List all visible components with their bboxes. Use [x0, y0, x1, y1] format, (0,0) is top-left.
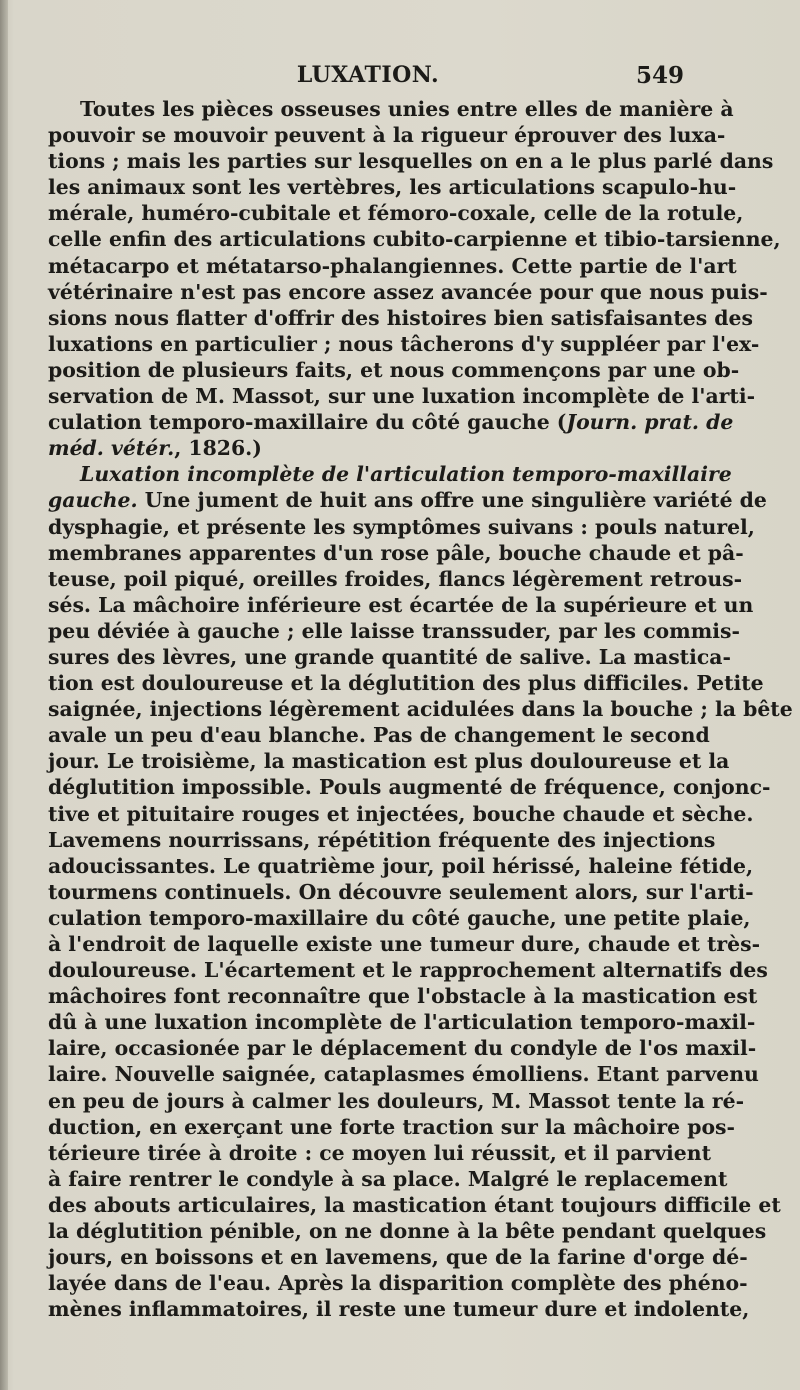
- text-line: tive et pituitaire rouges et injectées, bouche chaude et sèche.: [48, 801, 754, 826]
- text-line: vétérinaire n'est pas encore assez avancée pour que nous puis-: [48, 279, 768, 304]
- text-line: mènes inflammatoires, il reste une tumeur dure et indolente,: [48, 1297, 750, 1322]
- text-line: celle enfin des articulations cubito-carpienne et tibio-tarsienne,: [48, 227, 781, 252]
- text-line-citation: [48, 409, 734, 435]
- text-line: teuse, poil piqué, oreilles froides, flancs légèrement retrous-: [48, 566, 743, 591]
- text-line: térieure tirée à droite : ce moyen lui réussit, et il parvient: [48, 1140, 712, 1165]
- page-number: 549: [635, 62, 684, 89]
- text-line: dû à une luxation incomplète de l'articulation temporo-maxil-: [48, 1010, 756, 1035]
- text-run: , 1826.): [174, 436, 262, 461]
- text-line: laire. Nouvelle saignée, cataplasmes émolliens. Etant parvenu: [48, 1062, 759, 1087]
- page-spine-shadow: [0, 0, 8, 1390]
- text-line-citation-end: [48, 435, 700, 461]
- text-line: layée dans de l'eau. Après la disparition complète des phéno-: [48, 1271, 748, 1296]
- text-line: luxations en particulier ; nous tâcherons d'y suppléer par l'ex-: [48, 331, 760, 356]
- text-line: membranes apparentes d'un rose pâle, bouche chaude et pâ-: [48, 540, 744, 565]
- text-line: peu déviée à gauche ; elle laisse transsuder, par les commis-: [48, 618, 740, 643]
- text-line: jour. Le troisième, la mastication est plus douloureuse et la: [48, 749, 730, 774]
- text-line: servation de M. Massot, sur une luxation incomplète de l'arti-: [48, 384, 756, 409]
- text-line: [48, 487, 767, 513]
- text-line: culation temporo-maxillaire du côté gauche, une petite plaie,: [48, 905, 751, 930]
- running-title: LUXATION.: [296, 62, 440, 88]
- text-line: en peu de jours à calmer les douleurs, M. Massot tente la ré-: [48, 1088, 745, 1113]
- section-heading: Luxation incomplète de l'articulation temporo-maxillaire: [80, 462, 732, 487]
- page-header: [48, 62, 688, 92]
- text-line: tion est douloureuse et la déglutition des plus difficiles. Petite: [48, 671, 764, 696]
- section-heading-line: [48, 461, 732, 487]
- text-line: sions nous flatter d'offrir des histoires bien satisfaisantes des: [48, 305, 754, 330]
- text-line: tourmens continuels. On découvre seulement alors, sur l'arti-: [48, 879, 754, 904]
- text-line: déglutition impossible. Pouls augmenté de fréquence, conjonc-: [48, 775, 771, 800]
- body-text: [48, 96, 793, 1322]
- text-line: dysphagie, et présente les symptômes suivans : pouls naturel,: [48, 514, 755, 539]
- text-line: tions ; mais les parties sur lesquelles on en a le plus parlé dans: [48, 149, 774, 174]
- text-line: position de plusieurs faits, et nous commençons par une ob-: [48, 357, 740, 382]
- text-line: des abouts articulaires, la mastication étant toujours difficile et: [48, 1192, 781, 1217]
- text-line: sés. La mâchoire inférieure est écartée de la supérieure et un: [48, 592, 754, 617]
- text-line: mérale, huméro-cubitale et fémoro-coxale, celle de la rotule,: [48, 201, 744, 226]
- text-line: adoucissantes. Le quatrième jour, poil hérissé, haleine fétide,: [48, 853, 754, 878]
- text-line: jours, en boissons et en lavemens, que de la farine d'orge dé-: [48, 1245, 748, 1270]
- citation-italic: méd. vétér.: [48, 436, 175, 461]
- text-line: douloureuse. L'écartement et le rapprochement alternatifs des: [48, 958, 768, 983]
- text-run: Une jument de huit ans offre une singulière variété de: [137, 488, 767, 513]
- text-line: à l'endroit de laquelle existe une tumeur dure, chaude et très-: [48, 932, 761, 956]
- text-line: laire, occasionée par le déplacement du condyle de l'os maxil-: [48, 1036, 757, 1061]
- text-line: à faire rentrer le condyle à sa place. Malgré le replacement: [48, 1166, 728, 1191]
- text-line: duction, en exerçant une forte traction sur la mâchoire pos-: [48, 1114, 735, 1139]
- text-line: sures des lèvres, une grande quantité de salive. La mastica-: [48, 644, 731, 669]
- text-line: la déglutition pénible, on ne donne à la bête pendant quelques: [48, 1219, 767, 1244]
- text-line: saignée, injections légèrement acidulées dans la bouche ; la bête: [48, 697, 793, 722]
- text-line: mâchoires font reconnaître que l'obstacle à la mastication est: [48, 984, 758, 1009]
- text-run: culation temporo-maxillaire du côté gauche (: [48, 410, 567, 435]
- text-line: Toutes les pièces osseuses unies entre elles de manière à: [80, 97, 734, 121]
- text-line: Lavemens nourrissans, répétition fréquente des injections: [48, 827, 716, 852]
- citation-italic: Journ. prat. de: [566, 410, 734, 435]
- text-line: pouvoir se mouvoir peuvent à la rigueur éprouver des luxa-: [48, 123, 726, 148]
- section-heading-end: gauche.: [48, 488, 138, 513]
- text-line: avale un peu d'eau blanche. Pas de changement le second: [48, 723, 710, 748]
- text-line: les animaux sont les vertèbres, les articulations scapulo-hu-: [48, 175, 737, 200]
- text-line: métacarpo et métatarso-phalangiennes. Cette partie de l'art: [48, 253, 737, 278]
